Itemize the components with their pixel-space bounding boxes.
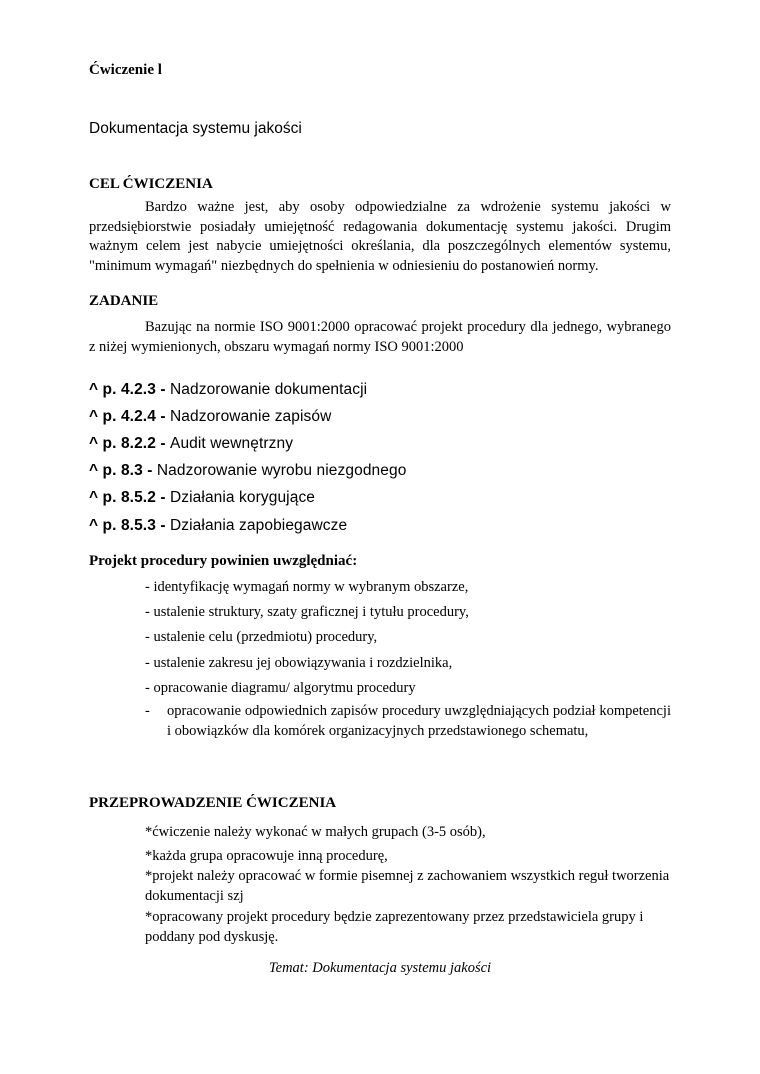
requirement-item-text: opracowanie odpowiednich zapisów procedury uwzględniających podział kompetencji i obowiązków dla komórek organizacyjnych przedstawionego schematu, [167, 703, 671, 739]
requirements-heading: Projekt procedury powinien uwzględniać: [89, 553, 358, 569]
requirement-item: - ustalenie zakresu jej obowiązywania i rozdzielnika, [145, 655, 453, 671]
requirement-item: - identyfikację wymagań normy w wybranym obszarze, [145, 579, 469, 595]
requirement-item: - ustalenie struktury, szaty graficznej i tytułu procedury, [145, 604, 469, 620]
topic-item: ^ p. 4.2.4 - Nadzorowanie zapisów [89, 408, 332, 425]
conduct-heading: PRZEPROWADZENIE ĆWICZENIA [89, 795, 337, 811]
topic-item: ^ p. 8.3 - Nadzorowanie wyrobu niezgodnego [89, 462, 407, 479]
task-paragraph: Bazując na normie ISO 9001:2000 opracować projekt procedury dla jednego, wybranego z niżej wymienionych, obszaru wymagań normy ISO 9001:2000 [89, 319, 671, 355]
goal-heading: CEL ĆWICZENIA [89, 176, 213, 192]
conduct-step: *opracowany projekt procedury będzie zaprezentowany przez przedstawiciela grupy i poddany pod dyskusję. [145, 909, 644, 945]
exercise-subtitle: Dokumentacja systemu jakości [89, 120, 302, 137]
document-footer: Temat: Dokumentacja systemu jakości [268, 960, 492, 976]
conduct-step: *projekt należy opracować w formie pisemnej z zachowaniem wszystkich reguł tworzenia dokumentacji szj [145, 868, 670, 904]
task-heading: ZADANIE [89, 293, 159, 309]
topic-item: ^ p. 8.5.3 - Działania zapobiegawcze [89, 517, 348, 534]
conduct-step: *ćwiczenie należy wykonać w małych grupach (3-5 osób), [145, 824, 486, 840]
requirement-item: - opracowanie diagramu/ algorytmu procedury [145, 680, 416, 696]
topic-item: ^ p. 4.2.3 - Nadzorowanie dokumentacji [89, 381, 368, 398]
requirement-item-last [145, 702, 671, 741]
conduct-step: *każda grupa opracowuje inną procedurę, [145, 848, 388, 864]
list-dash: - [145, 703, 150, 719]
topic-item: ^ p. 8.5.2 - Działania korygujące [89, 489, 316, 506]
exercise-title: Ćwiczenie l [89, 62, 162, 78]
topic-item: ^ p. 8.2.2 - Audit wewnętrzny [89, 435, 294, 452]
requirement-item: - ustalenie celu (przedmiotu) procedury, [145, 629, 378, 645]
goal-paragraph: Bardzo ważne jest, aby osoby odpowiedzialne za wdrożenie systemu jakości w przedsiębiorstwie posiadały umiejętność redagowania dokumentację systemu jakości. Drugim ważnym celem jest nabycie umiejętności określania, dla poszczególnych elementów systemu, "minimum wymagań" niezbędnych do spełnienia w odniesieniu do postanowień normy. [89, 199, 671, 274]
